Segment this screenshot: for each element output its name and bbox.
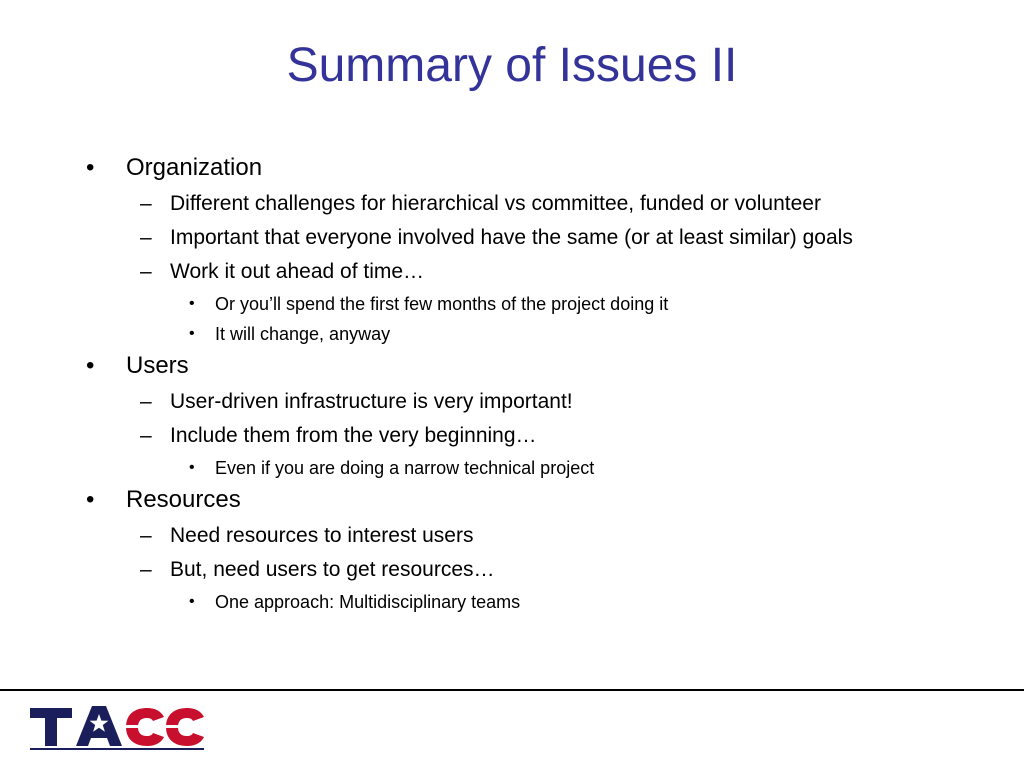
bullet-text: Resources — [126, 486, 241, 513]
sub-bullet-text: Different challenges for hierarchical vs committee, funded or volunteer — [170, 192, 821, 215]
bullet-list — [84, 148, 964, 614]
sub-sub-bullet-item — [84, 590, 964, 614]
tacc-logo — [26, 700, 206, 752]
sub-sub-bullet-item — [84, 456, 964, 480]
sub-sub-bullet-text: It will change, anyway — [215, 324, 391, 344]
bullet-text: Users — [126, 352, 189, 379]
bullet-marker: • — [86, 154, 95, 181]
sub-bullet-text: Include them from the very beginning… — [170, 424, 537, 447]
sub-sub-bullet-item — [84, 322, 964, 346]
bullet-marker: • — [86, 352, 95, 379]
dash-marker: – — [140, 524, 152, 547]
sub-bullet-item — [84, 422, 964, 450]
sub-sub-bullet-text: Even if you are doing a narrow technical project — [215, 458, 595, 478]
bullet-marker: • — [189, 295, 195, 312]
bullet-item-organization — [84, 152, 964, 184]
dash-marker: – — [140, 260, 152, 283]
dash-marker: – — [140, 390, 152, 413]
slide-title: Summary of Issues II — [286, 39, 738, 92]
sub-bullet-item — [84, 556, 964, 584]
sub-bullet-text: Need resources to interest users — [170, 524, 474, 547]
sub-bullet-item — [84, 190, 964, 218]
sub-bullet-text: Important that everyone involved have the same (or at least similar) goals — [170, 226, 853, 249]
dash-marker: – — [140, 558, 152, 581]
logo-stripe — [166, 725, 204, 728]
sub-bullet-item — [84, 388, 964, 416]
footer-divider — [0, 689, 1024, 691]
bullet-item-resources — [84, 484, 964, 516]
sub-bullet-item — [84, 522, 964, 550]
logo-letter-t — [30, 708, 72, 746]
sub-bullet-item — [84, 258, 964, 286]
dash-marker: – — [140, 192, 152, 215]
dash-marker: – — [140, 226, 152, 249]
bullet-marker: • — [189, 325, 195, 342]
sub-bullet-text: User-driven infrastructure is very important! — [170, 390, 573, 413]
bullet-text: Organization — [126, 154, 263, 181]
sub-bullet-item — [84, 224, 964, 252]
sub-sub-bullet-item — [84, 292, 964, 316]
bullet-marker: • — [189, 593, 195, 610]
sub-sub-bullet-text: One approach: Multidisciplinary teams — [215, 592, 521, 612]
logo-stripe — [126, 725, 164, 728]
sub-bullet-text: But, need users to get resources… — [170, 558, 495, 581]
sub-bullet-text: Work it out ahead of time… — [170, 260, 425, 283]
bullet-marker: • — [86, 486, 95, 513]
bullet-marker: • — [189, 459, 195, 476]
dash-marker: – — [140, 424, 152, 447]
sub-sub-bullet-text: Or you’ll spend the first few months of the project doing it — [215, 294, 669, 314]
logo-underline — [30, 748, 204, 750]
bullet-item-users — [84, 350, 964, 382]
